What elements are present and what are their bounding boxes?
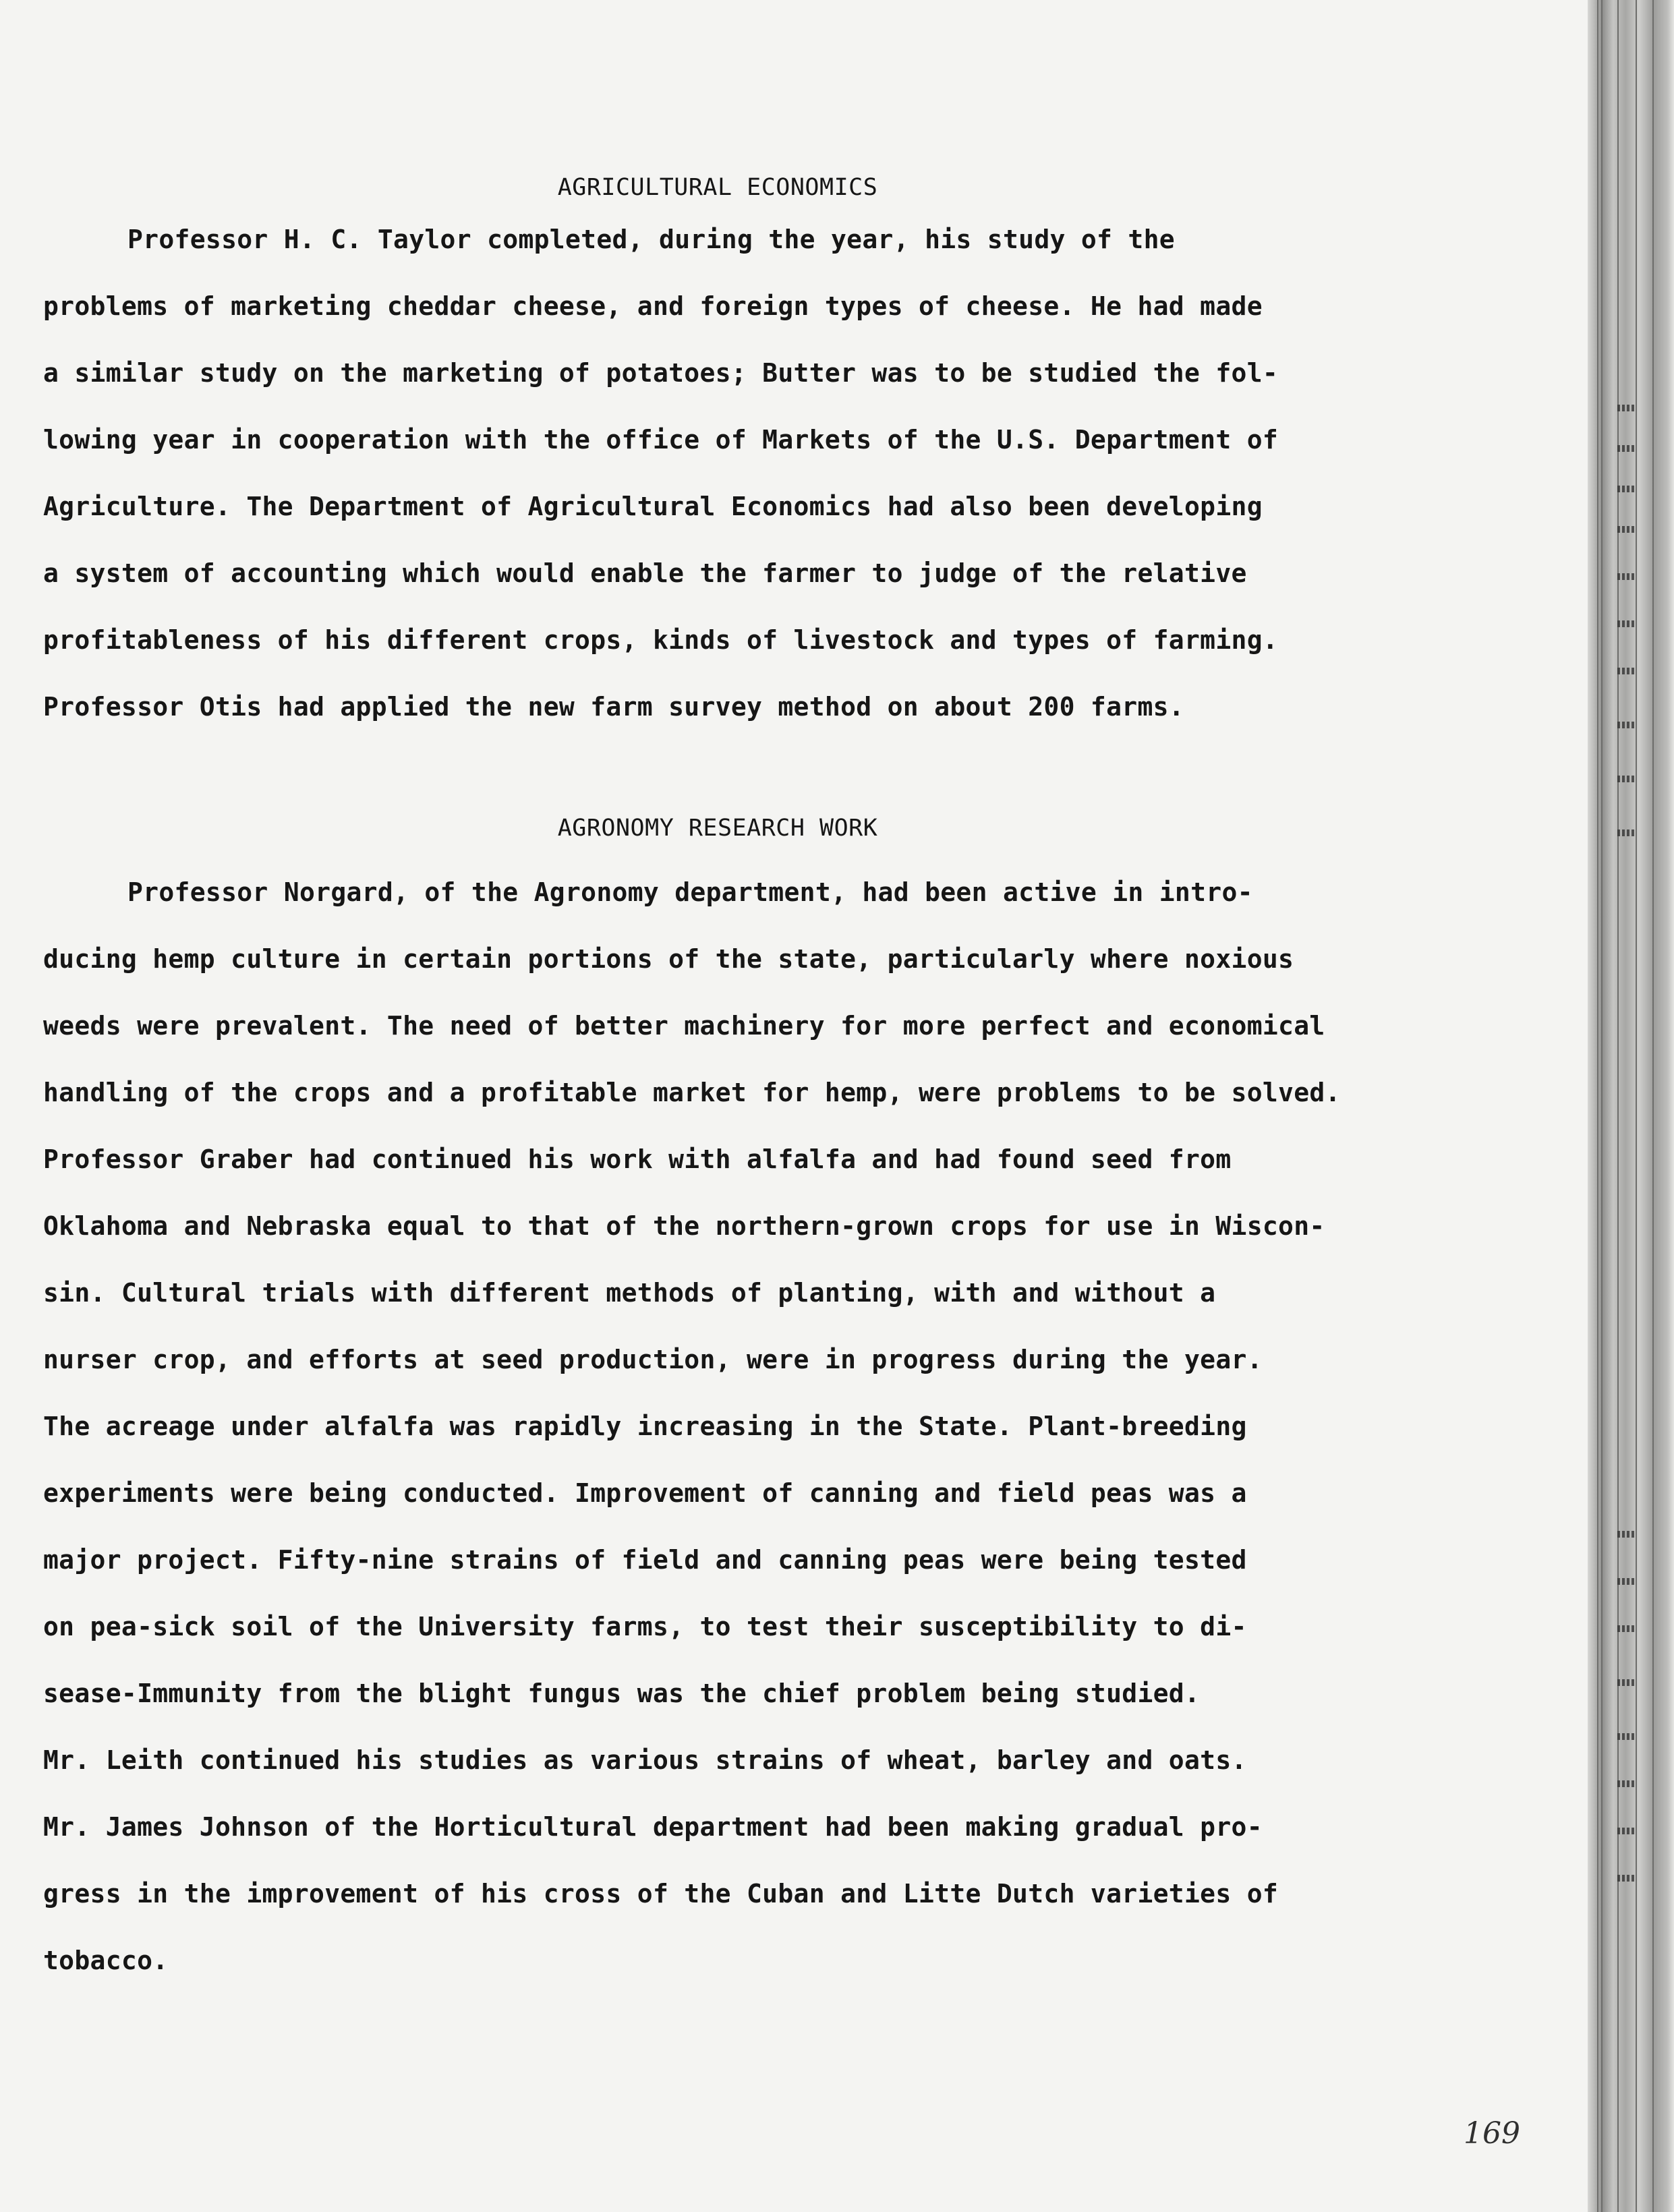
text-line: lowing year in cooperation with the office of Markets of the U.S. Department of [43, 425, 1279, 455]
text-line: Professor Otis had applied the new farm survey method on about 200 farms. [43, 692, 1184, 722]
text-line: major project. Fifty-nine strains of field and canning peas were being tested [43, 1545, 1247, 1575]
text-line: weeds were prevalent. The need of better machinery for more perfect and economical [43, 1011, 1325, 1041]
text-line: a system of accounting which would enable the farmer to judge of the relative [43, 558, 1247, 588]
document-body [43, 169, 1453, 1994]
text-line: Oklahoma and Nebraska equal to that of the northern-grown crops for use in Wiscon- [43, 1211, 1325, 1241]
text-line: ducing hemp culture in certain portions of the state, particularly where noxious [43, 944, 1294, 974]
paragraph-agricultural-economics [43, 206, 1453, 740]
paragraph-agronomy-research [43, 859, 1453, 1994]
section-heading-agricultural-economics: AGRICULTURAL ECONOMICS [557, 174, 878, 201]
text-line: Mr. James Johnson of the Horticultural department had been making gradual pro- [43, 1812, 1263, 1842]
text-line: tobacco. [43, 1946, 169, 1975]
text-line: Mr. Leith continued his studies as various strains of wheat, barley and oats. [43, 1745, 1247, 1775]
text-line: Agriculture. The Department of Agricultural Economics had also been developing [43, 492, 1263, 521]
text-line: profitableness of his different crops, kinds of livestock and types of farming. [43, 625, 1279, 655]
text-line: Professor Graber had continued his work with alfalfa and had found seed from [43, 1144, 1232, 1174]
text-line: nurser crop, and efforts at seed production, were in progress during the year. [43, 1345, 1263, 1374]
text-line: sin. Cultural trials with different methods of planting, with and without a [43, 1278, 1216, 1308]
text-line: gress in the improvement of his cross of the Cuban and Litte Dutch varieties of [43, 1879, 1279, 1909]
text-line: problems of marketing cheddar cheese, and foreign types of cheese. He had made [43, 291, 1263, 321]
text-line: handling of the crops and a profitable market for hemp, were problems to be solved. [43, 1078, 1341, 1107]
margin-bleed-marks [1617, 398, 1644, 1915]
handwritten-page-number: 169 [1464, 2116, 1520, 2151]
text-line: on pea-sick soil of the University farms, to test their susceptibility to di- [43, 1612, 1247, 1641]
text-line: Professor Norgard, of the Agronomy department, had been active in intro- [127, 877, 1253, 907]
text-line: sease-Immunity from the blight fungus was the chief problem being studied. [43, 1679, 1201, 1708]
text-line: experiments were being conducted. Improvement of canning and field peas was a [43, 1478, 1247, 1508]
text-line: Professor H. C. Taylor completed, during the year, his study of the [127, 225, 1175, 254]
text-line: The acreage under alfalfa was rapidly increasing in the State. Plant-breeding [43, 1411, 1247, 1441]
text-line: a similar study on the marketing of potatoes; Butter was to be studied the fol- [43, 358, 1279, 388]
section-heading-agronomy-research: AGRONOMY RESEARCH WORK [557, 815, 878, 842]
